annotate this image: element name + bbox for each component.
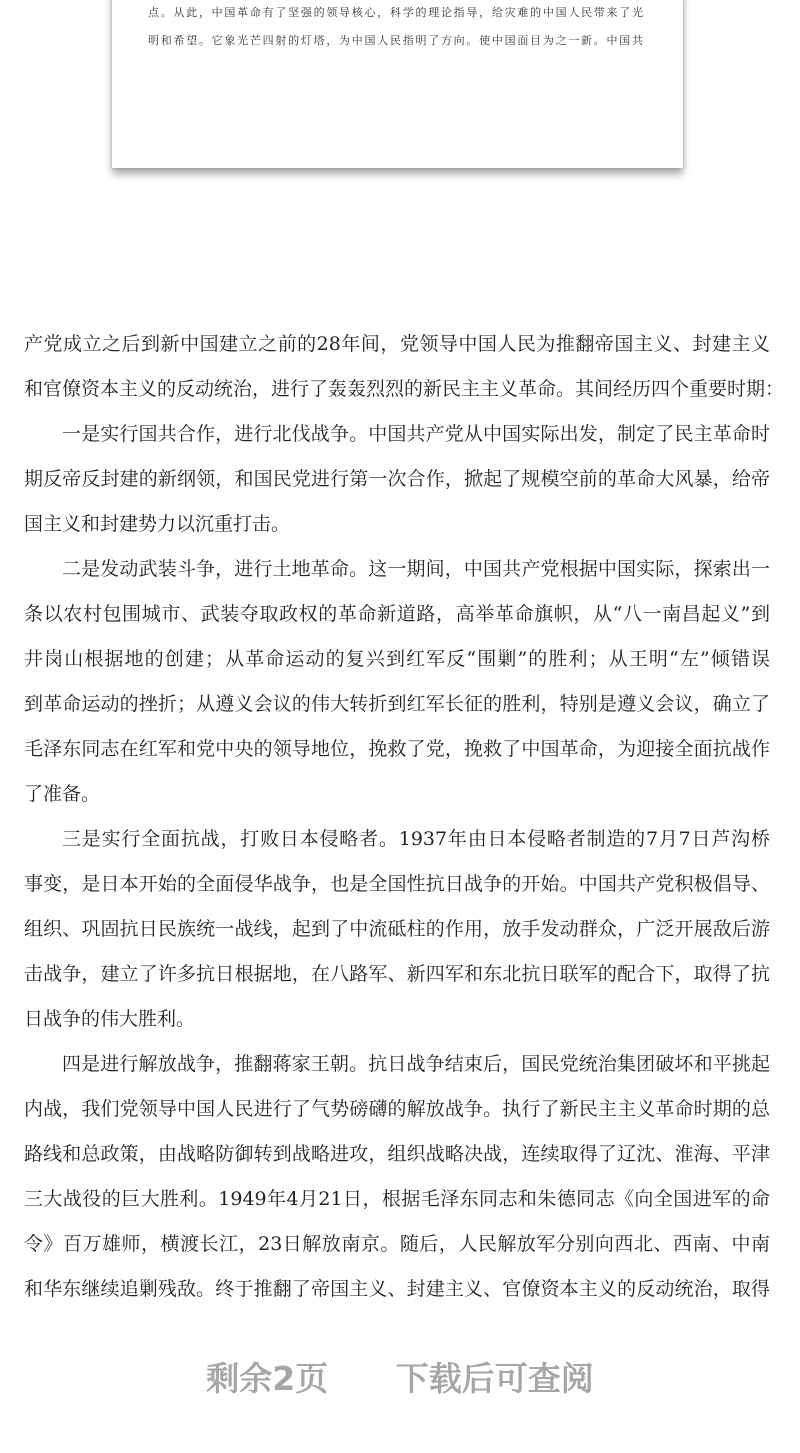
paragraph-line: 组织、巩固抗日民族统一战线，起到了中流砥柱的作用，放手发动群众，广泛开展敌后游 <box>24 918 770 940</box>
paragraph-line: 二是发动武装斗争，进行土地革命。这一期间，中国共产党根据中国实际，探索出一 <box>62 558 770 580</box>
paragraph-line: 三大战役的巨大胜利。1949年4月21日，根据毛泽东同志和朱德同志《向全国进军的命 <box>24 1188 770 1210</box>
paragraph-line: 和华东继续追剿残敌。终于推翻了帝国主义、封建主义、官僚资本主义的反动统治，取得 <box>24 1278 770 1300</box>
paragraph-line: 路线和总政策，由战略防御转到战略进攻，组织战略决战，连续取得了辽沈、淮海、平津 <box>24 1143 770 1165</box>
paragraph <box>24 420 770 555</box>
paragraph-line: 了准备。 <box>24 783 101 805</box>
document-body <box>24 330 785 1320</box>
paragraph-line: 四是进行解放战争，推翻蒋家王朝。抗日战争结束后，国民党统治集团破坏和平挑起 <box>62 1053 770 1075</box>
preview-line: 点。从此，中国革命有了坚强的领导核心，科学的理论指导，给灾难的中国人民带来了光 <box>148 6 643 19</box>
paragraph-line: 三是实行全面抗战，打败日本侵略者。1937年由日本侵略者制造的7月7日芦沟桥 <box>62 828 770 850</box>
paragraph-line: 期反帝反封建的新纲领，和国民党进行第一次合作，掀起了规模空前的革命大风暴，给帝 <box>24 468 770 490</box>
paragraph-line: 到革命运动的挫折；从遵义会议的伟大转折到红军长征的胜利，特别是遵义会议，确立了 <box>24 693 770 715</box>
paragraph-line: 和官僚资本主义的反动统治，进行了轰轰烈烈的新民主主义革命。其间经历四个重要时期： <box>24 378 785 400</box>
remaining-pages-label: 剩余2页 <box>206 1359 329 1398</box>
paragraph-line: 条以农村包围城市、武装夺取政权的革命新道路，高举革命旗帜，从“八一南昌起义”到 <box>24 603 770 625</box>
paragraph-line: 一是实行国共合作，进行北伐战争。中国共产党从中国实际出发，制定了民主革命时 <box>62 423 770 445</box>
paragraph-line: 毛泽东同志在红军和党中央的领导地位，挽救了党，挽救了中国革命，为迎接全面抗战作 <box>24 738 770 760</box>
paragraph-line: 产党成立之后到新中国建立之前的28年间，党领导中国人民为推翻帝国主义、封建主义 <box>24 333 770 355</box>
paragraph-line: 事变，是日本开始的全面侵华战争，也是全国性抗日战争的开始。中国共产党积极倡导、 <box>24 873 770 895</box>
paragraph <box>24 555 770 825</box>
preview-line: 明和希望。它象光芒四射的灯塔，为中国人民指明了方向。使中国面目为之一新。中国共 <box>148 34 643 47</box>
paragraph-line: 内战，我们党领导中国人民进行了气势磅礴的解放战争。执行了新民主主义革命时期的总 <box>24 1098 770 1120</box>
paragraph-line: 井岗山根据地的创建；从革命运动的复兴到红军反“围剿”的胜利；从王明“左”倾错误 <box>24 648 770 670</box>
paragraph-line: 击战争，建立了许多抗日根据地，在八路军、新四军和东北抗日联军的配合下，取得了抗 <box>24 963 770 985</box>
document-preview-card <box>112 0 683 168</box>
paragraph-line: 令》百万雄师，横渡长江，23日解放南京。随后，人民解放军分别向西北、西南、中南 <box>24 1233 770 1255</box>
download-to-view-label[interactable]: 下载后可查阅 <box>395 1359 594 1398</box>
paragraph <box>24 1050 770 1320</box>
paragraph <box>24 825 770 1050</box>
paragraph-line: 国主义和封建势力以沉重打击。 <box>24 513 291 535</box>
remaining-pages-banner[interactable] <box>0 1353 800 1400</box>
paragraph-line: 日战争的伟大胜利。 <box>24 1008 196 1030</box>
paragraph <box>24 330 785 420</box>
